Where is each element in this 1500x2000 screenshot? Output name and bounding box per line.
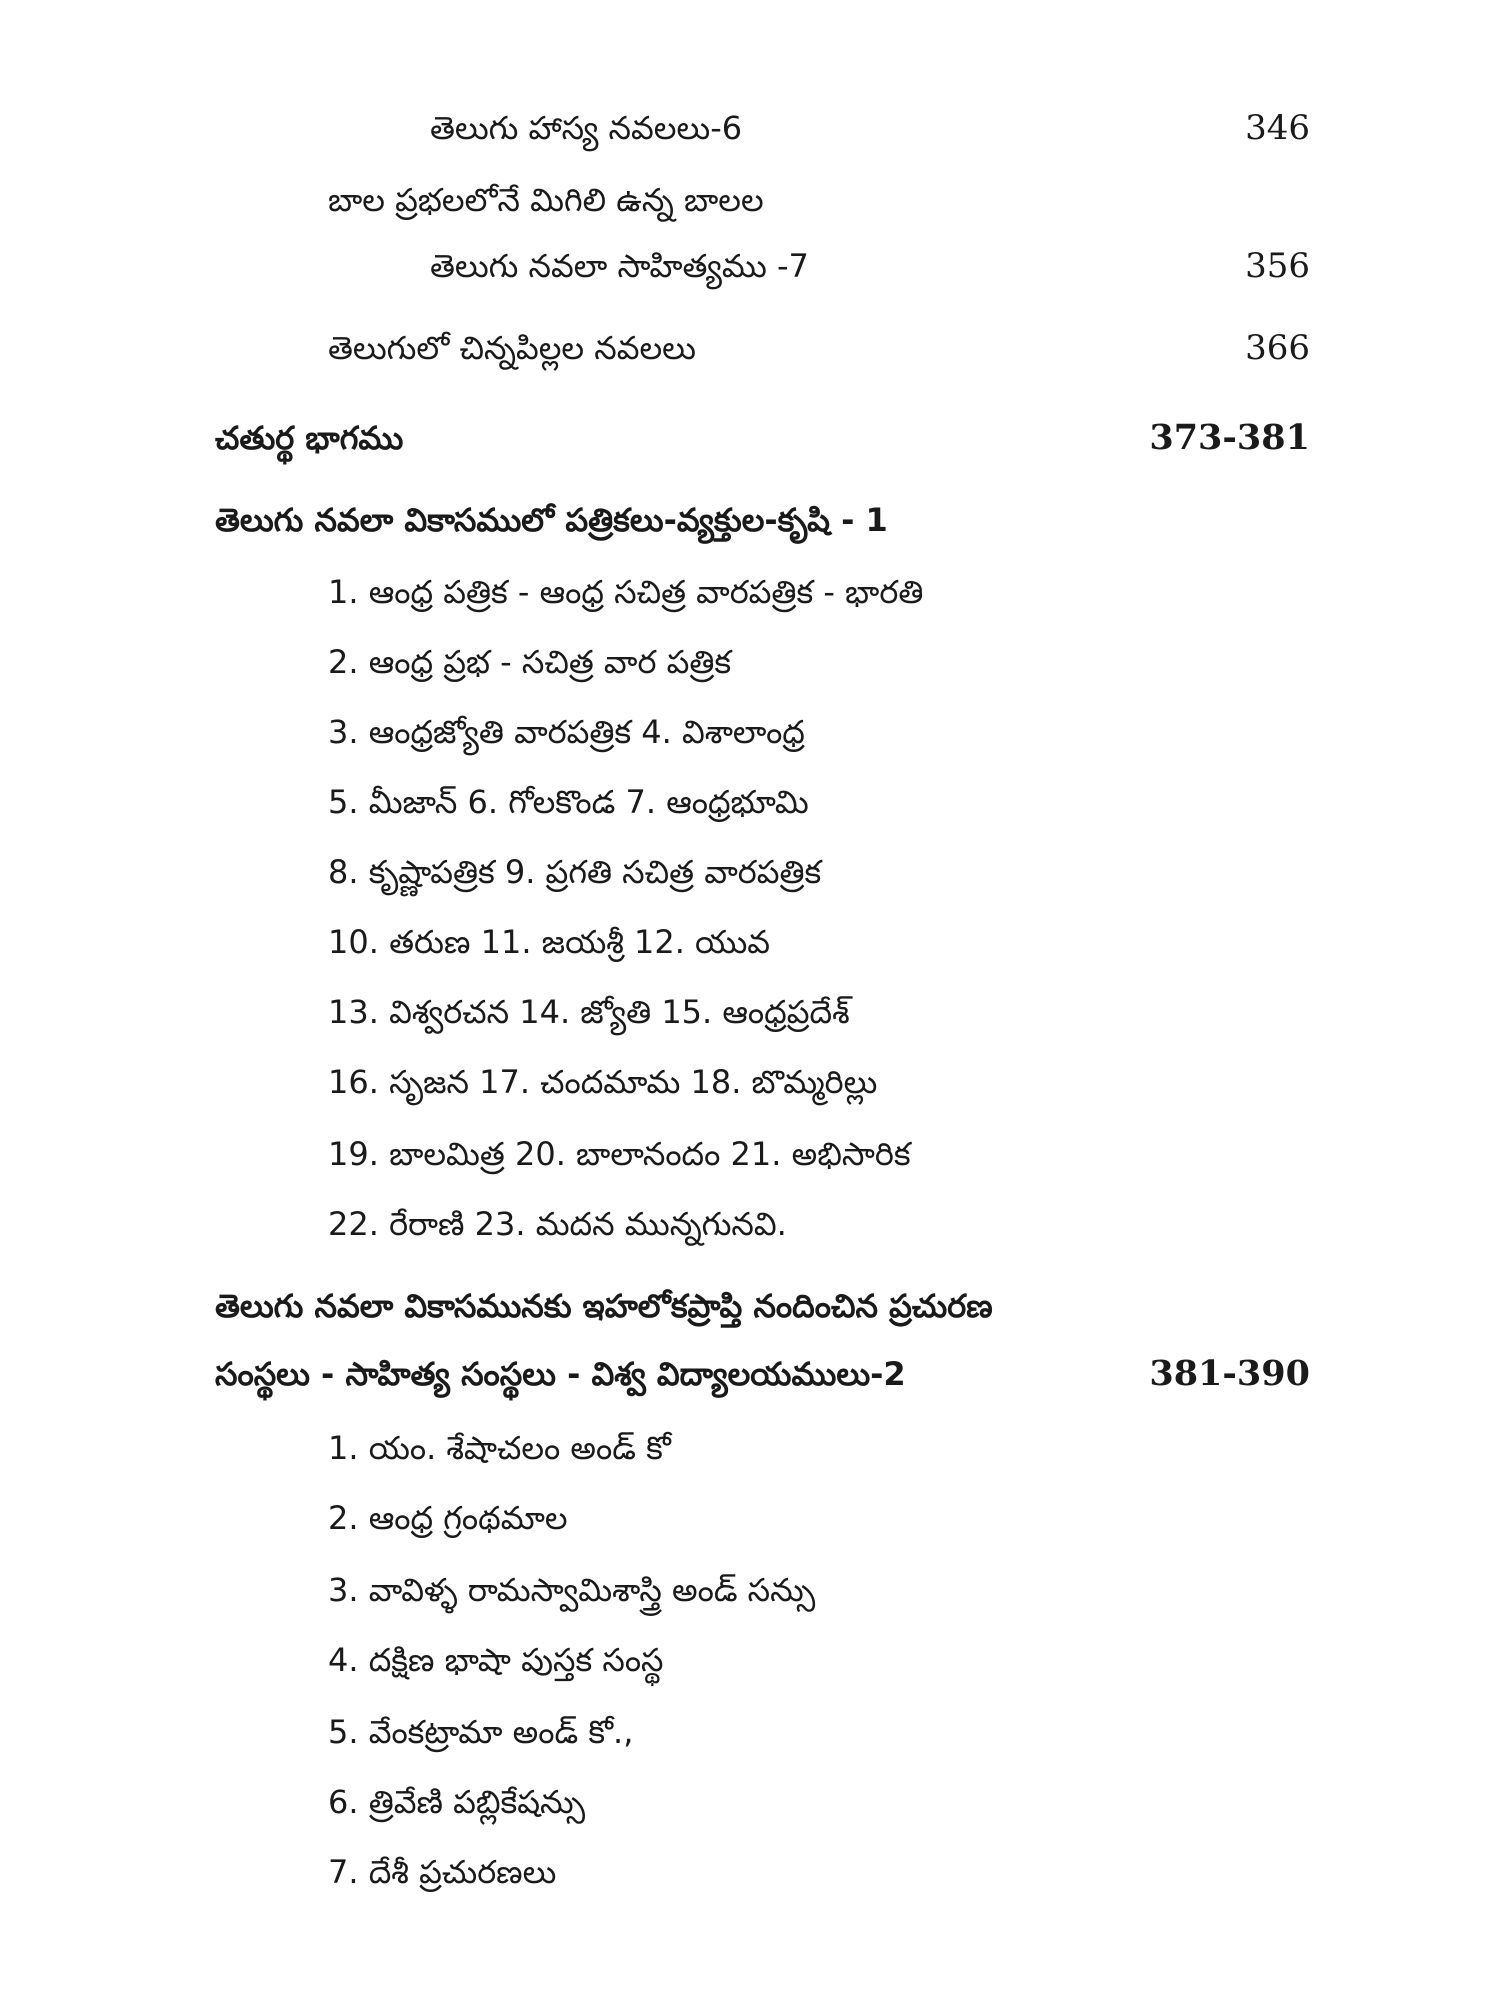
toc-entry-page: 366 <box>1245 328 1310 368</box>
part-title: చతుర్థ భాగము <box>215 419 404 457</box>
section-pages: 381-390 <box>1149 1353 1310 1394</box>
section-heading <box>0 1344 1500 1404</box>
list-item-text: 2. ఆంధ్ర గ్రంథమాల <box>328 1499 568 1537</box>
toc-entry-page: 346 <box>1245 108 1310 148</box>
list-item <box>0 1194 1500 1254</box>
list-item <box>0 1052 1500 1112</box>
list-item-text: 4. దక్షిణ భాషా పుస్తక సంస్థ <box>328 1641 664 1679</box>
toc-entry-title: తెలుగు హాస్య నవలలు-6 <box>430 109 743 147</box>
list-item-text: 5. మీజాన్ 6. గోలకొండ 7. ఆంధ్రభూమి <box>328 783 809 821</box>
list-item-text: 19. బాలమిత్ర 20. బాలానందం 21. అభిసారిక <box>328 1135 911 1173</box>
list-item-text: 3. వావిళ్ళ రామస్వామిశాస్త్రి అండ్ సన్సు <box>328 1571 816 1609</box>
list-item <box>0 982 1500 1042</box>
section-heading <box>0 490 1500 550</box>
list-item-text: 13. విశ్వరచన 14. జ్యోతి 15. ఆంధ్రప్రదేశ్ <box>328 993 850 1031</box>
part-heading <box>0 408 1500 468</box>
list-item-text: 16. సృజన 17. చందమామ 18. బొమ్మరిల్లు <box>328 1063 878 1101</box>
section-heading <box>0 1276 1500 1336</box>
list-item <box>0 1842 1500 1902</box>
list-item-text: 22. రేరాణి 23. మదన మున్నగునవి. <box>328 1205 787 1243</box>
list-item <box>0 632 1500 692</box>
toc-entry <box>0 98 1500 158</box>
list-item <box>0 562 1500 622</box>
list-item <box>0 1418 1500 1478</box>
list-item-text: 3. ఆంధ్రజ్యోతి వారపత్రిక 4. విశాలాంధ్ర <box>328 713 805 751</box>
list-item-text: 7. దేశీ ప్రచురణలు <box>328 1853 557 1891</box>
toc-entry-title: తెలుగు నవలా సాహిత్యము -7 <box>430 247 809 285</box>
list-item-text: 10. తరుణ 11. జయశ్రీ 12. యువ <box>328 923 771 961</box>
list-item-text: 1. యం. శేషాచలం అండ్ కో <box>328 1429 671 1467</box>
section-title-line1: తెలుగు నవలా వికాసమునకు ఇహలోకప్రాప్తి నందించిన ప్రచురణ <box>215 1287 993 1325</box>
list-item-text: 5. వేంకట్రామా అండ్ కో., <box>328 1713 634 1751</box>
list-item <box>0 702 1500 762</box>
list-item-text: 1. ఆంధ్ర పత్రిక - ఆంధ్ర సచిత్ర వారపత్రిక - భారతి <box>328 573 924 611</box>
list-item-text: 6. త్రివేణి పబ్లికేషన్సు <box>328 1783 586 1821</box>
list-item <box>0 912 1500 972</box>
list-item <box>0 1702 1500 1762</box>
list-item <box>0 1630 1500 1690</box>
list-item <box>0 1772 1500 1832</box>
part-pages: 373-381 <box>1149 417 1310 458</box>
toc-entry-page: 356 <box>1245 246 1310 286</box>
list-item-text: 2. ఆంధ్ర ప్రభ - సచిత్ర వార పత్రిక <box>328 643 732 681</box>
list-item <box>0 1488 1500 1548</box>
list-item-text: 8. కృష్ణాపత్రిక 9. ప్రగతి సచిత్ర వారపత్రిక <box>328 853 822 891</box>
section-title-line2: సంస్థలు - సాహిత్య సంస్థలు - విశ్వ విద్యాలయములు-2 <box>215 1355 906 1393</box>
list-item <box>0 1560 1500 1620</box>
toc-entry-title: బాల ప్రభలలోనే మిగిలి ఉన్న బాలల <box>328 181 764 219</box>
toc-entry <box>0 236 1500 296</box>
list-item <box>0 842 1500 902</box>
toc-entry <box>0 318 1500 378</box>
list-item <box>0 772 1500 832</box>
section-title: తెలుగు నవలా వికాసములో పత్రికలు-వ్యక్తుల-కృషి - 1 <box>215 501 888 539</box>
toc-entry <box>0 170 1500 230</box>
toc-entry-title: తెలుగులో చిన్నపిల్లల నవలలు <box>328 329 696 367</box>
list-item <box>0 1124 1500 1184</box>
